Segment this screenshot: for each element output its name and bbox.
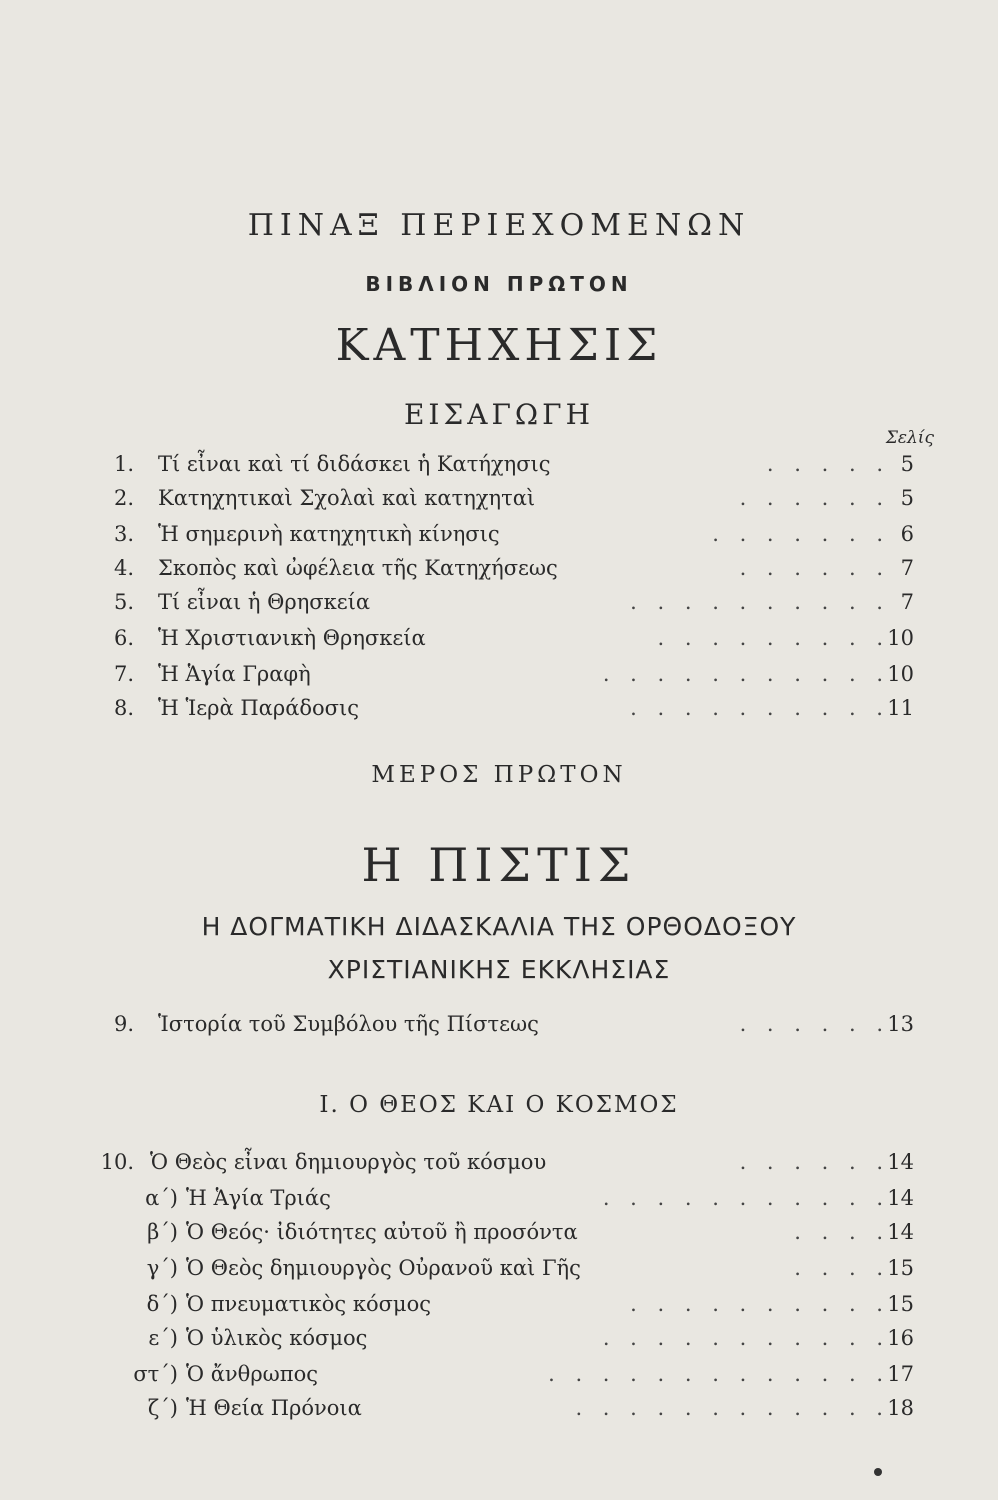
entry-number: 4.	[113, 556, 134, 580]
leader-dots: . . . .	[794, 1220, 890, 1244]
toc-subentry	[0, 1326, 998, 1360]
entry-number: στ΄)	[133, 1362, 178, 1386]
pages-column-label: Σελίς	[885, 428, 934, 448]
toc-subentry	[0, 1220, 998, 1254]
leader-dots: . . . .	[794, 1256, 890, 1280]
entry-number: ε΄)	[148, 1326, 178, 1350]
entry-title: Τί εἶναι καὶ τί διδάσκει ἡ Κατήχησις	[158, 452, 551, 476]
leader-dots: . . . . . . . . . .	[630, 1292, 890, 1316]
part-label: ΜΕΡΟΣ ΠΡΩΤΟΝ	[371, 762, 627, 788]
entry-number: 10.	[100, 1150, 134, 1174]
entry-number: 6.	[113, 626, 134, 650]
entry-page: 14	[887, 1186, 914, 1210]
entry-title: Σκοπὸς καὶ ὠφέλεια τῆς Κατηχήσεως	[158, 556, 558, 580]
entry-title: Ἱστορία τοῦ Συμβόλου τῆς Πίστεως	[158, 1012, 539, 1036]
toc-entry	[0, 662, 998, 696]
toc-entry	[0, 1012, 998, 1046]
entry-page: 7	[900, 556, 914, 580]
part-heading-line2: ΧΡΙΣΤΙΑΝΙΚΗΣ ΕΚΚΛΗΣΙΑΣ	[327, 955, 671, 984]
entry-number: 9.	[113, 1012, 134, 1036]
leader-dots: . . . . . . . . . . .	[602, 1326, 890, 1350]
entry-title: Ἡ Ἱερὰ Παράδοσις	[158, 696, 359, 720]
entry-page: 6	[900, 522, 914, 546]
toc-entry	[0, 696, 998, 730]
entry-number: β΄)	[147, 1220, 178, 1244]
entry-number: 1.	[113, 452, 134, 476]
ink-speck	[874, 1468, 882, 1476]
leader-dots: . . . . .	[766, 452, 890, 476]
entry-number: α΄)	[145, 1186, 178, 1210]
leader-dots: . . . . . . . . . . . . .	[548, 1362, 890, 1386]
entry-page: 17	[887, 1362, 914, 1386]
toc-entry	[0, 590, 998, 624]
part-title: Η ΠΙΣΤΙΣ	[361, 838, 637, 892]
entry-title: Ἡ Ἁγία Τριάς	[186, 1186, 331, 1210]
main-subtitle: ΚΑΤΗΧΗΣΙΣ	[335, 320, 663, 371]
entry-title: Κατηχητικαὶ Σχολαὶ καὶ κατηχηταὶ	[158, 486, 536, 510]
entry-page: 10	[887, 626, 914, 650]
section-heading: ΕΙΣΑΓΩΓΗ	[403, 398, 594, 431]
entry-title: Ἡ Χριστιανικὴ Θρησκεία	[158, 626, 426, 650]
entry-page: 13	[887, 1012, 914, 1036]
leader-dots: . . . . . . .	[712, 522, 890, 546]
entry-title: Ἡ Θεία Πρόνοια	[186, 1396, 362, 1420]
leader-dots: . . . . . . . . .	[657, 626, 890, 650]
toc-entry	[0, 486, 998, 520]
leader-dots: . . . . . .	[739, 486, 890, 510]
entry-page: 5	[900, 486, 914, 510]
entry-page: 15	[887, 1256, 914, 1280]
entry-page: 10	[887, 662, 914, 686]
entry-page: 11	[887, 696, 914, 720]
entry-page: 7	[900, 590, 914, 614]
entry-number: 8.	[113, 696, 134, 720]
entry-page: 16	[887, 1326, 914, 1350]
toc-entry	[0, 626, 998, 660]
toc-entry	[0, 522, 998, 556]
toc-subentry	[0, 1362, 998, 1396]
entry-number: ζ΄)	[147, 1396, 178, 1420]
toc-entry	[0, 452, 998, 486]
leader-dots: . . . . . .	[739, 1012, 890, 1036]
entry-number: 2.	[113, 486, 134, 510]
entry-title: Τί εἶναι ἡ Θρησκεία	[158, 590, 371, 614]
toc-entry	[0, 556, 998, 590]
toc-entry	[0, 1150, 998, 1184]
entry-title: Ὁ Θεός· ἰδιότητες αὐτοῦ ἢ προσόντα	[186, 1220, 578, 1244]
entry-page: 15	[887, 1292, 914, 1316]
entry-number: 5.	[113, 590, 134, 614]
entry-page: 18	[887, 1396, 914, 1420]
entry-page: 14	[887, 1150, 914, 1174]
entry-number: δ΄)	[146, 1292, 178, 1316]
entry-title: Ὁ πνευματικὸς κόσμος	[186, 1292, 431, 1316]
chapter-title: Ι. Ο ΘΕΟΣ ΚΑΙ Ο ΚΟΣΜΟΣ	[319, 1092, 679, 1118]
entry-number: 7.	[113, 662, 134, 686]
entry-page: 5	[900, 452, 914, 476]
toc-subentry	[0, 1256, 998, 1290]
leader-dots: . . . . . .	[739, 1150, 890, 1174]
leader-dots: . . . . . . . . . . .	[602, 1186, 890, 1210]
toc-subentry	[0, 1396, 998, 1430]
page-title: ΠΙΝΑΞ ΠΕΡΙΕΧΟΜΕΝΩΝ	[247, 208, 751, 243]
entry-title: Ὁ Θεὸς δημιουργὸς Οὐρανοῦ καὶ Γῆς	[186, 1256, 581, 1280]
entry-title: Ὁ ὑλικὸς κόσμος	[186, 1326, 368, 1350]
entry-title: Ὁ ἄνθρωπος	[186, 1362, 318, 1386]
entry-title: Ἡ Ἁγία Γραφὴ	[158, 662, 311, 686]
toc-subentry	[0, 1186, 998, 1220]
leader-dots: . . . . . . . . . .	[630, 696, 890, 720]
leader-dots: . . . . . . . . . . . .	[575, 1396, 890, 1420]
leader-dots: . . . . . .	[739, 556, 890, 580]
entry-title: Ὁ Θεὸς εἶναι δημιουργὸς τοῦ κόσμου	[150, 1150, 547, 1174]
toc-subentry	[0, 1292, 998, 1326]
part-heading-line1: Η ΔΟΓΜΑΤΙΚΗ ΔΙΔΑΣΚΑΛΙΑ ΤΗΣ ΟΡΘΟΔΟΞΟΥ	[201, 912, 797, 941]
leader-dots: . . . . . . . . . .	[630, 590, 890, 614]
entry-title: Ἡ σημερινὴ κατηχητικὴ κίνησις	[158, 522, 500, 546]
entry-number: γ΄)	[146, 1256, 178, 1280]
leader-dots: . . . . . . . . . . .	[602, 662, 890, 686]
book-heading: ΒΙΒΛΙΟΝ ΠΡΩΤΟΝ	[365, 272, 633, 296]
entry-page: 14	[887, 1220, 914, 1244]
entry-number: 3.	[113, 522, 134, 546]
